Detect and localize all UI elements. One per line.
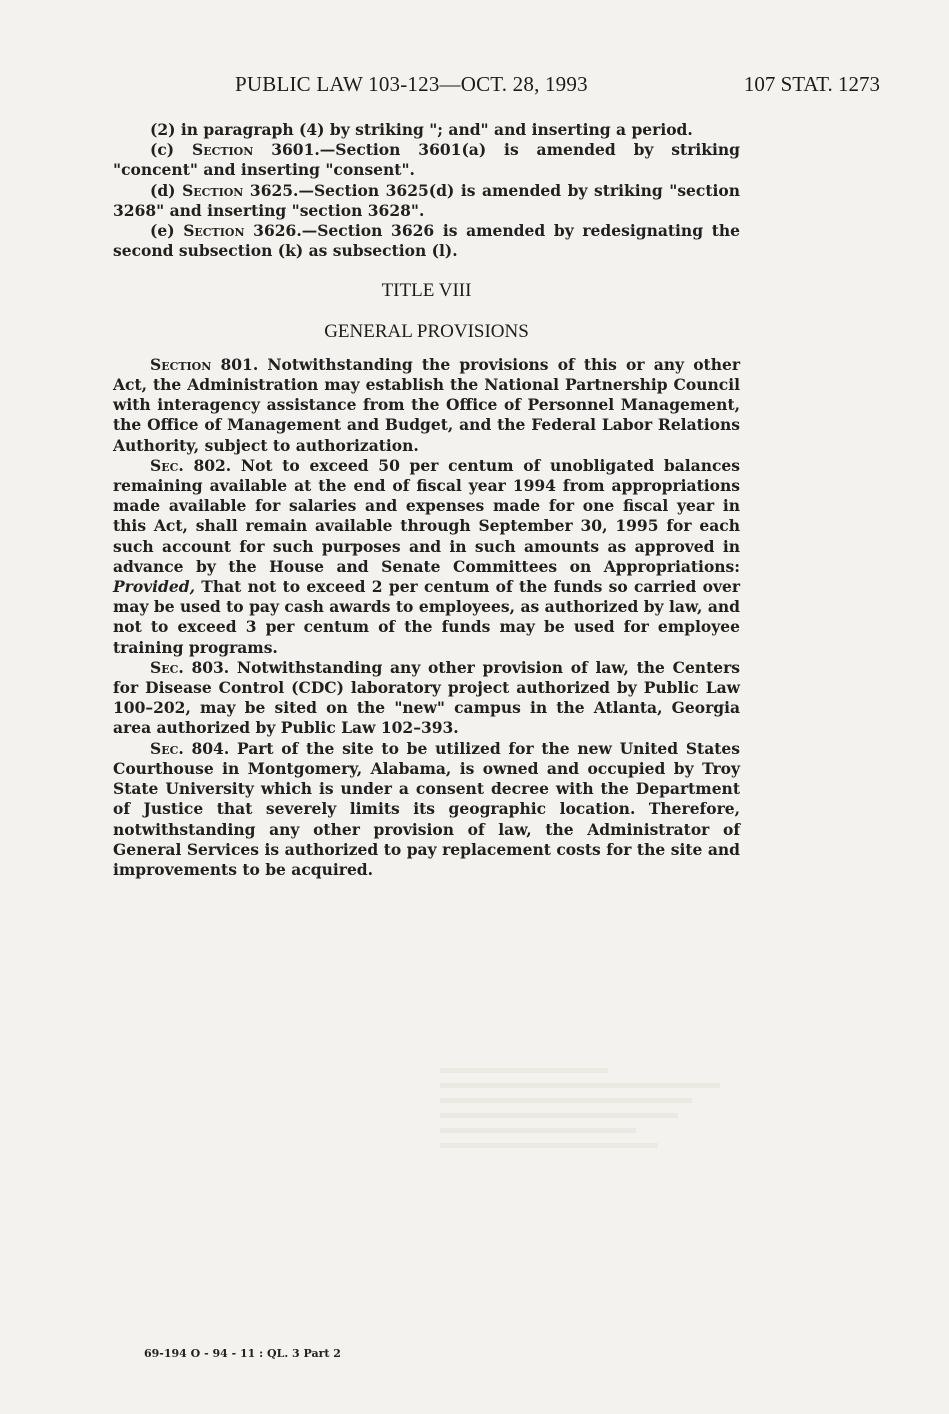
document-body: [113, 120, 740, 880]
section-804: Sec. 804. Part of the site to be utilized for the new United States Courthouse in Montgomery, Alabama, is owned and occupied by Troy State University which is under a consent decree with the Department of Justice that severely limits its geographic location. Therefore, notwithstanding any other provision of law, the Administrator of General Services is authorized to pay replacement costs for the site and improvements to be acquired.: [113, 738, 740, 879]
title-number: TITLE VIII: [381, 280, 472, 302]
section-802: Sec. 802. Not to exceed 50 per centum of unobligated balances remaining available at the end of fiscal year 1994 from appropriations made available for salaries and expenses made for one fiscal year in this Act, shall remain available through September 30, 1995 for each such account for such purposes and in such amounts as approved in advance by the House and Senate Committees on Appropriations: Provided, That not to exceed 2 per centum of the funds so carried over may be used to pay cash awards to employees, as authorized by law, and not to exceed 3 per centum of the funds may be used for employee training programs.: [113, 455, 740, 657]
paragraph-section-3625: (d) Section 3625.—Section 3625(d) is amended by striking "section 3268" and inserting "section 3628".: [113, 180, 741, 220]
section-803: Sec. 803. Notwithstanding any other provision of law, the Centers for Disease Control (CDC) laboratory project authorized by Public Law 100–202, may be sited on the "new" campus in the Atlanta, Georgia area authorized by Public Law 102–393.: [113, 657, 740, 738]
paragraph-amendment-2: (2) in paragraph (4) by striking "; and" and inserting a period.: [150, 120, 693, 139]
page-number: 107 STAT. 1273: [743, 72, 880, 96]
page-header: [235, 72, 880, 98]
bleed-through-artifact: [440, 1068, 720, 1158]
print-code-footer: 69-194 O - 94 - 11 : QL. 3 Part 2: [144, 1347, 341, 1360]
paragraph-section-3626: (e) Section 3626.—Section 3626 is amended by redesignating the second subsection (k) as subsection (l).: [113, 221, 740, 261]
paragraph-section-3601: (c) Section 3601.—Section 3601(a) is amended by striking "concent" and inserting "consent".: [113, 140, 740, 180]
running-head: PUBLIC LAW 103-123—OCT. 28, 1993: [235, 72, 588, 96]
section-801: Section 801. Notwithstanding the provisions of this or any other Act, the Administration may establish the National Partnership Council with interagency assistance from the Office of Personnel Management, the Office of Management and Budget, and the Federal Labor Relations Authority, subject to authorization.: [113, 354, 740, 455]
title-name: GENERAL PROVISIONS: [324, 320, 529, 342]
